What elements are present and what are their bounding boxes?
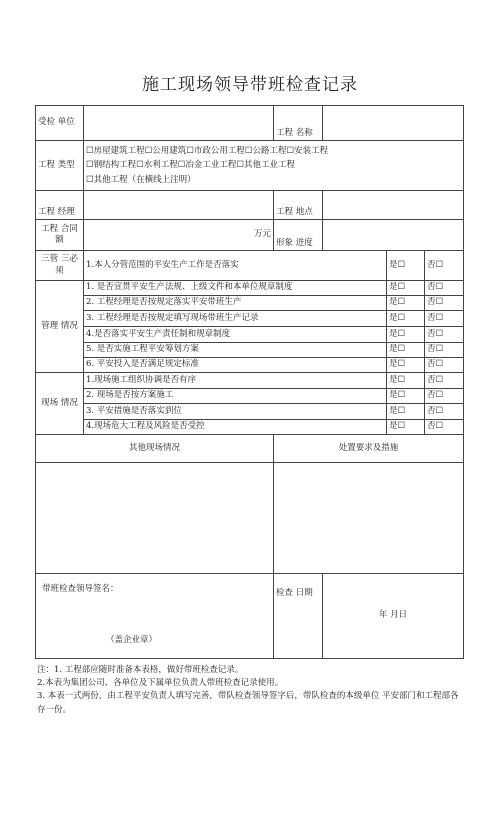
yes-checkbox[interactable]: 是☐ [387, 373, 425, 389]
page-title: 施工现场领导带班检查记录 [142, 75, 358, 95]
notes [37, 664, 467, 717]
project-type-line-1[interactable]: ☐房屋建筑工程☐公用建筑☐市政公用工程☐公路工程☐安装工程 [86, 146, 329, 157]
contract-amount-label: 工程 合同额 [36, 220, 84, 251]
no-checkbox[interactable]: 否☐ [425, 281, 464, 296]
management-item-2: 2. 工程经理是否按规定落实平安带班生产 [84, 296, 387, 311]
check-date-value[interactable] [323, 574, 464, 659]
management-item-3: 3. 工程经理是否按规定填写现场带班生产记录 [84, 311, 387, 327]
seal-label: （盖企业章） [106, 634, 158, 645]
other-situation-area[interactable] [36, 463, 274, 574]
other-situation-header: 其他现场情况 [36, 435, 274, 463]
site-item-3: 3. 平安措施是否落实到位 [84, 404, 387, 420]
project-type-label: 工程 类型 [36, 141, 84, 191]
project-type-line-3[interactable]: ☐其他工程（在横线上注明） [86, 174, 196, 185]
yes-checkbox[interactable]: 是☐ [387, 343, 425, 358]
project-type-options[interactable] [84, 141, 464, 191]
project-name-value[interactable] [323, 106, 464, 141]
project-type-line-2[interactable]: ☐钢结构工程☐水利工程☐冶金工业工程☐其他工业工程 [86, 160, 295, 171]
progress-value[interactable] [323, 220, 464, 251]
three-musts-item-1: 1.本人分管范围的平安生产工作是否落实 [84, 251, 387, 281]
site-item-1: 1.现场施工组织协调是否有序 [84, 373, 387, 389]
management-item-1: 1. 是否宣贯平安生产法规、上级文件和本单位规章制度 [84, 281, 387, 296]
project-manager-label: 工程 经理 [36, 191, 84, 220]
note-1: 注：1. 工程部应随时准备本表格，做好带班检查记录。 [37, 665, 244, 675]
yes-checkbox[interactable]: 是☐ [387, 420, 425, 435]
no-checkbox[interactable]: 否☐ [425, 296, 464, 311]
management-label: 管理 情况 [36, 281, 84, 373]
project-name-label: 工程 名称 [274, 106, 323, 141]
project-location-label: 工程 地点 [274, 191, 323, 220]
no-checkbox[interactable]: 否☐ [425, 389, 464, 404]
no-checkbox[interactable]: 否☐ [425, 420, 464, 435]
handling-header: 处置要求及措施 [274, 435, 464, 463]
inspected-unit-label: 受检 单位 [36, 106, 84, 141]
yes-checkbox[interactable]: 是☐ [387, 311, 425, 327]
no-checkbox[interactable]: 否☐ [425, 404, 464, 420]
yes-checkbox[interactable]: 是☐ [387, 389, 425, 404]
yes-checkbox[interactable]: 是☐ [387, 251, 425, 281]
handling-area[interactable] [274, 463, 464, 574]
note-2: 2.本表为集团公司、各单位及下属单位负责人带班检查记录使用。 [37, 678, 284, 689]
contract-unit: 万元 [253, 229, 271, 240]
site-item-2: 2. 现场是否按方案施工 [84, 389, 387, 404]
yes-checkbox[interactable]: 是☐ [387, 358, 425, 373]
yes-checkbox[interactable]: 是☐ [387, 327, 425, 343]
no-checkbox[interactable]: 否☐ [425, 343, 464, 358]
yes-checkbox[interactable]: 是☐ [387, 404, 425, 420]
date-format: 年 月日 [378, 610, 408, 621]
no-checkbox[interactable]: 否☐ [425, 311, 464, 327]
yes-checkbox[interactable]: 是☐ [387, 281, 425, 296]
site-label: 现场 情况 [36, 373, 84, 435]
project-manager-value[interactable] [84, 191, 274, 220]
signature-cell[interactable] [36, 574, 274, 659]
management-item-5: 5. 是否实施工程平安筹划方案 [84, 343, 387, 358]
site-item-4: 4.现场危大工程及风险是否受控 [84, 420, 387, 435]
no-checkbox[interactable]: 否☐ [425, 358, 464, 373]
no-checkbox[interactable]: 否☐ [425, 327, 464, 343]
contract-amount-value[interactable] [84, 220, 274, 251]
progress-label: 形象 进度 [274, 220, 323, 251]
signature-label: 带班检查领导签名： [42, 584, 119, 594]
project-location-value[interactable] [323, 191, 464, 220]
no-checkbox[interactable]: 否☐ [425, 373, 464, 389]
three-musts-label: 三管 三必须 [36, 251, 84, 281]
management-item-4: 4.是否落实平安生产责任制和规章制度 [84, 327, 387, 343]
note-3: 3. 本表一式两份，由工程平安负责人填写完善，带队检查领导签字后，带队检查的本级单位 平安部门和工程部各存一份。 [37, 691, 459, 715]
yes-checkbox[interactable]: 是☐ [387, 296, 425, 311]
check-date-label: 检查 日期 [274, 574, 323, 659]
no-checkbox[interactable]: 否☐ [425, 251, 464, 281]
inspection-form [35, 105, 464, 659]
management-item-6: 6. 平安投入是否满足规定标准 [84, 358, 387, 373]
inspected-unit-value[interactable] [84, 106, 274, 141]
